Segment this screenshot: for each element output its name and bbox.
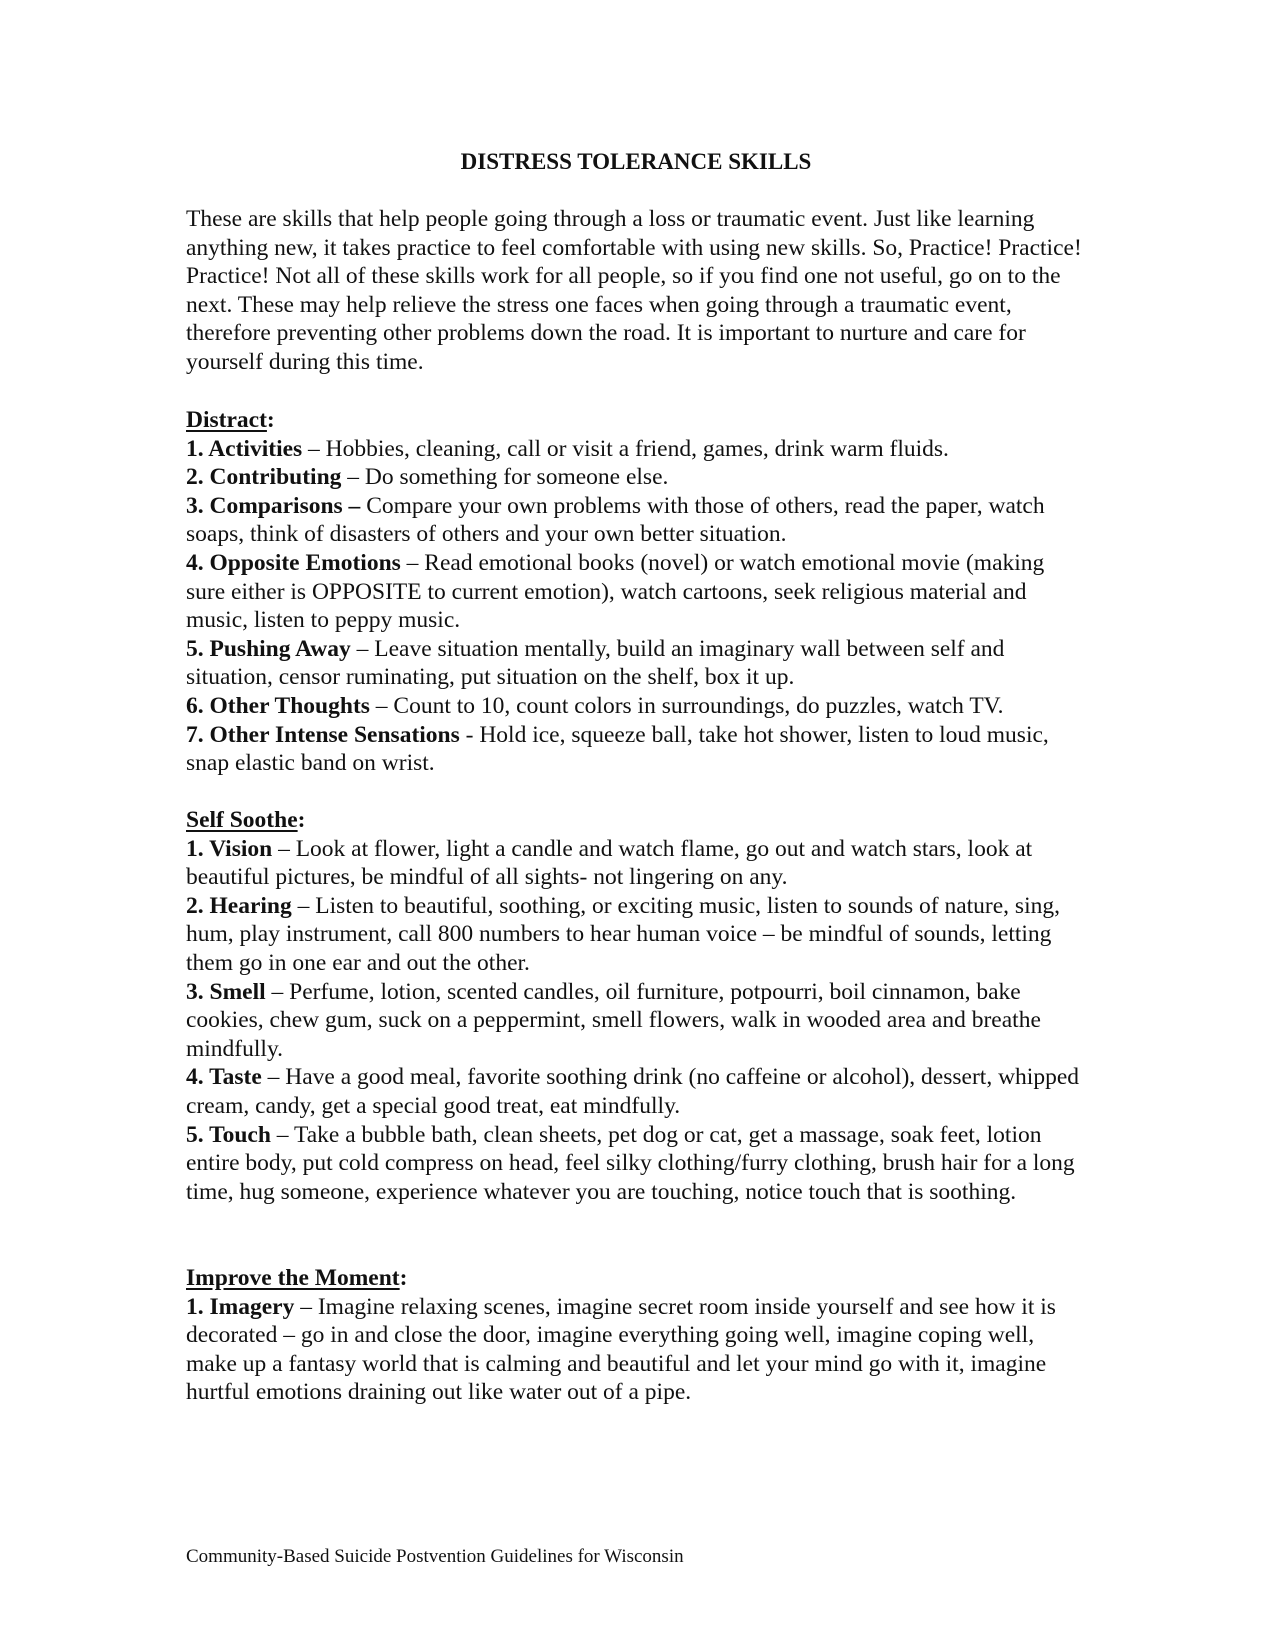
list-item [186,492,1086,549]
item-label: 4. Taste [186,1064,262,1091]
list-item [186,1121,1086,1207]
item-text: Compare your own problems with those of others, read the paper, watch soaps, think of disasters of others and your own better situation. [186,492,1045,548]
item-text: – Read emotional books (novel) or watch emotional movie (making sure either is OPPOSITE to current emotion), watch cartoons, seek religious material and music, listen to peppy music. [186,549,1045,634]
item-label: 3. Smell [186,978,266,1005]
section-heading-improve: Improve the Moment: [186,1265,408,1291]
list-item [186,463,1086,492]
intro-paragraph: These are skills that help people going through a loss or traumatic event. Just like learning anything new, it takes practice to feel comfortable with using new skills. So, Practice! Practice! Practice! Not all of these skills work for all people, so if you find one not useful, go on to the next. These may help relieve the stress one faces when going through a traumatic event, therefore preventing other problems down the road. It is important to nurture and care for yourself during this time. [186,206,1082,375]
item-text: – Do something for someone else. [341,464,669,491]
page-title: DISTRESS TOLERANCE SKILLS [460,149,812,174]
item-label: 1. Imagery [186,1293,295,1320]
item-text: – Leave situation mentally, build an imaginary wall between self and situation, censor ruminating, put situation on the shelf, box it up. [186,635,1005,691]
list-item [186,635,1086,692]
section-heading-text: Improve the Moment [186,1265,400,1291]
item-text: – Listen to beautiful, soothing, or exciting music, listen to sounds of nature, sing, hum, play instrument, call 800 numbers to hear human voice – be mindful of sounds, letting them go in one ear and out the other. [186,892,1060,976]
section-heading-text: Distract [186,407,267,433]
item-text: – Imagine relaxing scenes, imagine secret room inside yourself and see how it is decorated – go in and close the door, imagine everything going well, imagine coping well, make up a fantasy world that is calming and beautiful and let your mind go with it, imagine hurtful emotions draining out like water out of a pipe. [186,1293,1056,1406]
section-improve-the-moment [186,1264,1086,1407]
item-label: 6. Other Thoughts [186,692,370,719]
item-label: 5. Touch [186,1121,271,1148]
item-label: 7. Other Intense Sensations [186,721,460,748]
item-text: - Hold ice, squeeze ball, take hot shower, listen to loud music, snap elastic band on wrist. [186,721,1049,777]
list-item [186,692,1086,721]
list-item [186,549,1086,635]
list-item [186,1293,1086,1407]
page-footer: Community-Based Suicide Postvention Guidelines for Wisconsin [186,1546,684,1567]
list-item [186,892,1086,978]
list-item [186,835,1086,892]
list-item [186,721,1086,778]
document-page [186,0,1086,1650]
item-label: 3. Comparisons – [186,492,361,519]
section-heading-distract: Distract: [186,407,275,433]
item-label: 1. Activities [186,435,303,462]
item-text: – Perfume, lotion, scented candles, oil furniture, potpourri, boil cinnamon, bake cookies, chew gum, suck on a peppermint, smell flowers, walk in wooded area and breathe mindfully. [186,978,1041,1062]
section-heading-text: Self Soothe [186,807,298,833]
item-text: – Have a good meal, favorite soothing drink (no caffeine or alcohol), dessert, whipped cream, candy, get a special good treat, eat mindfully. [186,1064,1079,1119]
list-item [186,1063,1086,1120]
item-text: – Count to 10, count colors in surroundings, do puzzles, watch TV. [369,692,1004,719]
section-heading-self-soothe: Self Soothe: [186,807,306,833]
item-text: – Hobbies, cleaning, call or visit a friend, games, drink warm fluids. [302,435,949,462]
section-self-soothe [186,806,1086,1206]
item-text: – Look at flower, light a candle and watch flame, go out and watch stars, look at beautiful pictures, be mindful of all sights- not lingering on any. [186,835,1033,891]
item-label: 5. Pushing Away [186,635,351,662]
item-label: 2. Hearing [186,892,292,919]
list-item [186,978,1086,1064]
item-label: 1. Vision [186,835,273,862]
list-item [186,435,1086,464]
item-label: 2. Contributing [186,464,342,491]
item-text: – Take a bubble bath, clean sheets, pet dog or cat, get a massage, soak feet, lotion entire body, put cold compress on head, feel silky clothing/furry clothing, brush hair for a long time, hug someone, experience whatever you are touching, notice touch that is soothing. [186,1121,1075,1205]
item-label: 4. Opposite Emotions [186,549,401,576]
section-distract [186,406,1086,778]
